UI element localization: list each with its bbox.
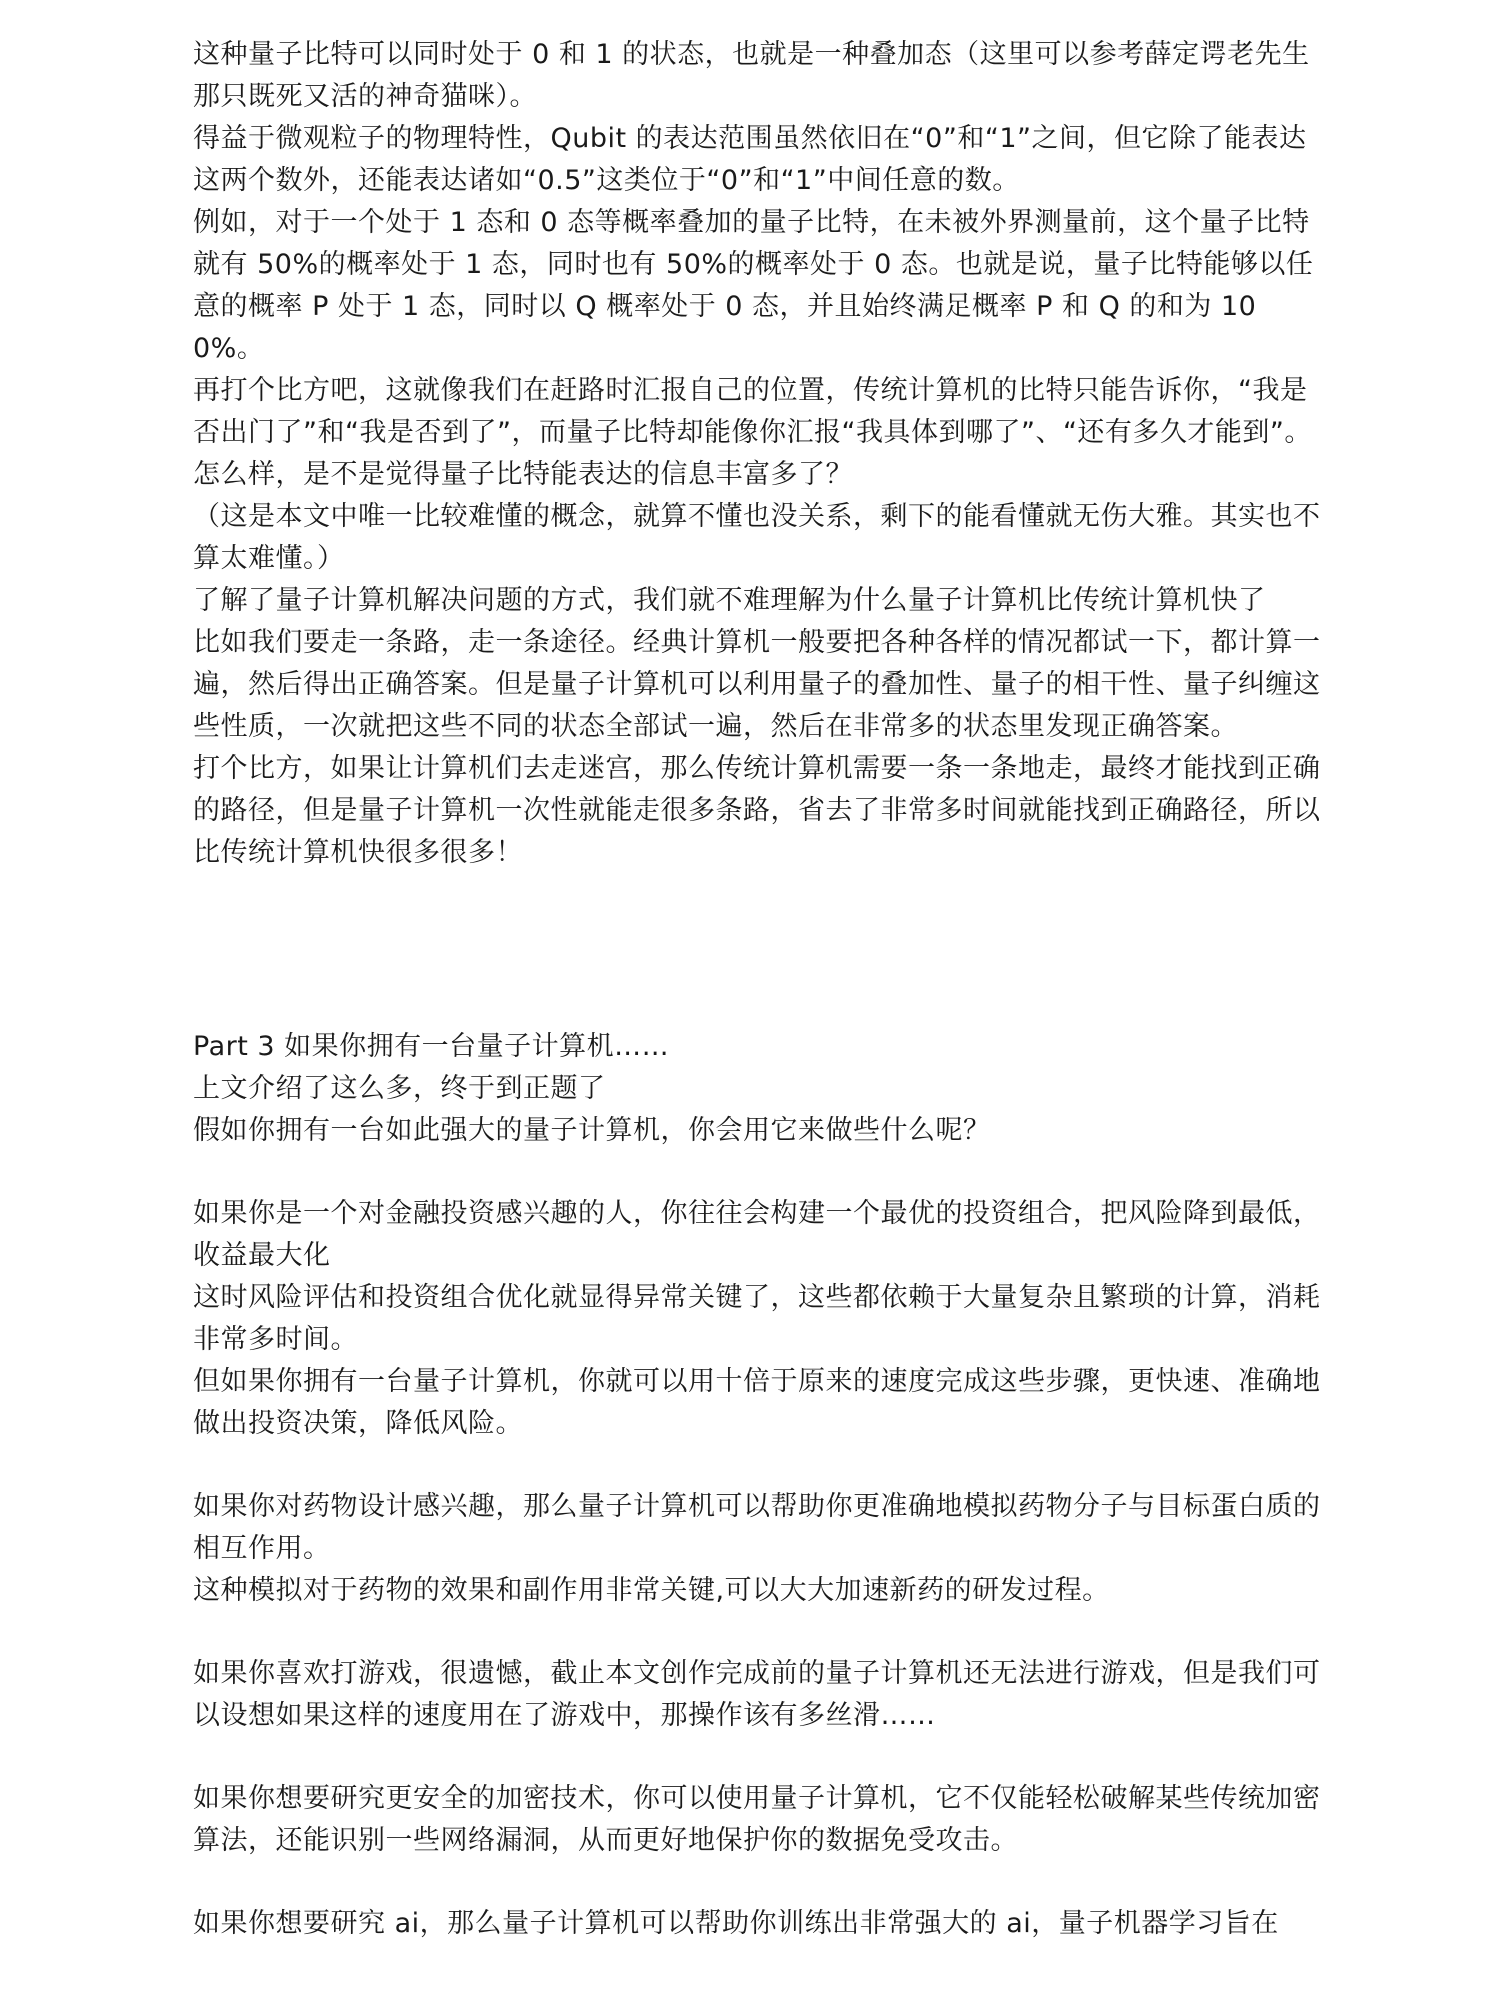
spacer bbox=[193, 1152, 1323, 1193]
paragraph: 怎么样，是不是觉得量子比特能表达的信息丰富多了？ bbox=[193, 459, 853, 490]
paragraph-drug: 如果你对药物设计感兴趣，那么量子计算机可以帮助你更准确地模拟药物分子与目标蛋白质的相互作用。 bbox=[193, 1491, 1321, 1564]
paragraph-finance: 这时风险评估和投资组合优化就显得异常关键了，这些都依赖于大量复杂且繁琐的计算，消耗非常多时间。 bbox=[193, 1282, 1321, 1355]
paragraph: 再打个比方吧，这就像我们在赶路时汇报自己的位置，传统计算机的比特只能告诉你，“我是否出门了”和“我是否到了”，而量子比特却能像你汇报“我具体到哪了”、“还有多久才能到”。 bbox=[193, 375, 1312, 448]
document-page bbox=[193, 34, 1323, 1945]
paragraph-ai: 如果你想要研究 ai，那么量子计算机可以帮助你训练出非常强大的 ai，量子机器学习旨在 bbox=[193, 1908, 1279, 1939]
paragraph-crypto: 如果你想要研究更安全的加密技术，你可以使用量子计算机，它不仅能轻松破解某些传统加密算法，还能识别一些网络漏洞，从而更好地保护你的数据免受攻击。 bbox=[193, 1783, 1321, 1856]
paragraph-finance: 但如果你拥有一台量子计算机，你就可以用十倍于原来的速度完成这些步骤，更快速、准确地做出投资决策，降低风险。 bbox=[193, 1366, 1321, 1439]
paragraph: 打个比方，如果让计算机们去走迷宫，那么传统计算机需要一条一条地走，最终才能找到正确的路径，但是量子计算机一次性就能走很多条路，省去了非常多时间就能找到正确路径，所以比传统计算机快很多很多！ bbox=[193, 753, 1321, 868]
spacer bbox=[193, 1737, 1323, 1778]
paragraph: 比如我们要走一条路，走一条途径。经典计算机一般要把各种各样的情况都试一下，都计算一遍，然后得出正确答案。但是量子计算机可以利用量子的叠加性、量子的相干性、量子纠缠这些性质，一次就把这些不同的状态全部试一遍，然后在非常多的状态里发现正确答案。 bbox=[193, 627, 1321, 742]
spacer bbox=[193, 1445, 1323, 1486]
section-qubit-explanation bbox=[193, 34, 1323, 874]
paragraph: 了解了量子计算机解决问题的方式，我们就不难理解为什么量子计算机比传统计算机快了 bbox=[193, 585, 1266, 616]
paragraph: （这是本文中唯一比较难懂的概念，就算不懂也没关系，剩下的能看懂就无伤大雅。其实也不算太难懂。） bbox=[193, 501, 1321, 574]
paragraph: 上文介绍了这么多，终于到正题了 bbox=[193, 1073, 606, 1104]
spacer bbox=[193, 1862, 1323, 1903]
paragraph-game: 如果你喜欢打游戏，很遗憾，截止本文创作完成前的量子计算机还无法进行游戏，但是我们可以设想如果这样的速度用在了游戏中，那操作该有多丝滑…… bbox=[193, 1658, 1321, 1731]
spacer bbox=[193, 1612, 1323, 1653]
paragraph-drug: 这种模拟对于药物的效果和副作用非常关键,可以大大加速新药的研发过程。 bbox=[193, 1575, 1110, 1606]
spacer bbox=[193, 874, 1323, 1026]
paragraph-finance: 如果你是一个对金融投资感兴趣的人，你往往会构建一个最优的投资组合，把风险降到最低，收益最大化 bbox=[193, 1198, 1321, 1271]
paragraph: 这种量子比特可以同时处于 0 和 1 的状态，也就是一种叠加态（这里可以参考薛定谔老先生那只既死又活的神奇猫咪）。 bbox=[193, 39, 1310, 112]
paragraph: 得益于微观粒子的物理特性，Qubit 的表达范围虽然依旧在“0”和“1”之间，但它除了能表达这两个数外，还能表达诸如“0.5”这类位于“0”和“1”中间任意的数。 bbox=[193, 123, 1307, 196]
section-heading: Part 3 如果你拥有一台量子计算机…… bbox=[193, 1031, 670, 1062]
paragraph: 例如，对于一个处于 1 态和 0 态等概率叠加的量子比特，在未被外界测量前，这个量子比特就有 50%的概率处于 1 态，同时也有 50%的概率处于 0 态。也就是说，量子比特能够以任意的概率 P 处于 1 态，同时以 Q 概率处于 0 态，并且始终满足概率 P 和 Q 的和为 100%。 bbox=[193, 207, 1314, 364]
paragraph: 假如你拥有一台如此强大的量子计算机，你会用它来做些什么呢？ bbox=[193, 1115, 991, 1146]
section-part-3 bbox=[193, 1026, 1323, 1945]
